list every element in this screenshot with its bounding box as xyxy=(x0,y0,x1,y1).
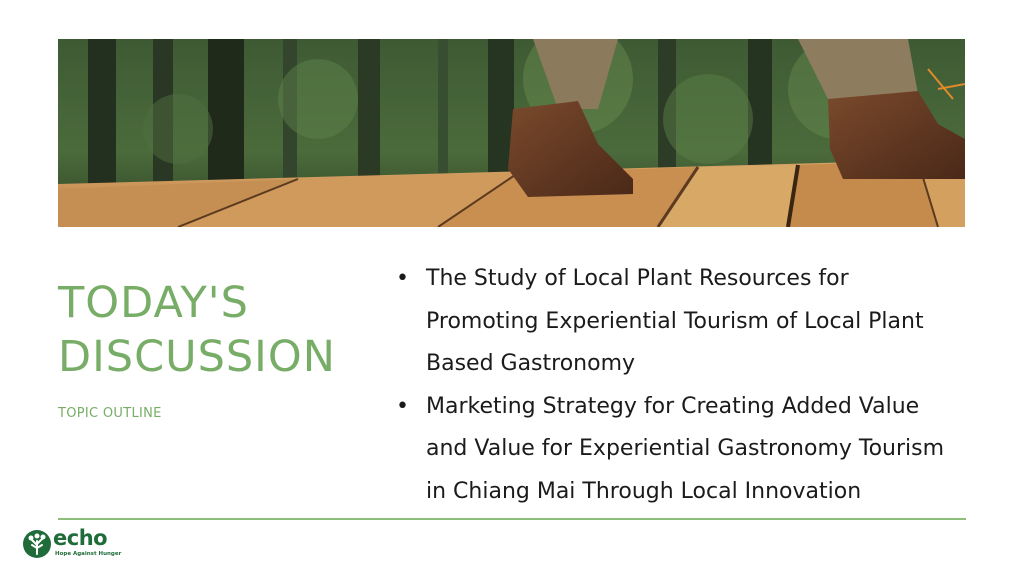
logo-tagline: Hope Against Hunger xyxy=(55,551,122,557)
globe-tree-icon xyxy=(22,529,52,559)
divider-line xyxy=(58,518,966,520)
topic-line: in Chiang Mai Through Local Innovation xyxy=(426,478,862,504)
boardwalk-photo xyxy=(58,39,965,227)
bullet-icon: • xyxy=(396,393,409,419)
logo-wordmark: echo xyxy=(53,526,108,550)
title-line-2: DISCUSSION xyxy=(58,332,336,382)
page-title xyxy=(58,276,378,384)
echo-logo xyxy=(22,526,122,561)
topic-item xyxy=(396,258,1011,386)
page-subtitle: TOPIC OUTLINE xyxy=(58,406,162,421)
topic-line: Marketing Strategy for Creating Added Value xyxy=(426,393,920,419)
hero-photo xyxy=(58,39,965,227)
title-line-1: TODAY'S xyxy=(58,278,249,328)
topic-line: The Study of Local Plant Resources for xyxy=(426,266,849,291)
topic-line: Promoting Experiential Tourism of Local Plant xyxy=(426,308,924,334)
topic-line: Based Gastronomy xyxy=(426,351,636,376)
topic-item xyxy=(396,386,1011,514)
topic-list xyxy=(396,258,1011,513)
topic-line: and Value for Experiential Gastronomy Tourism xyxy=(426,436,945,461)
bullet-icon: • xyxy=(396,266,409,291)
